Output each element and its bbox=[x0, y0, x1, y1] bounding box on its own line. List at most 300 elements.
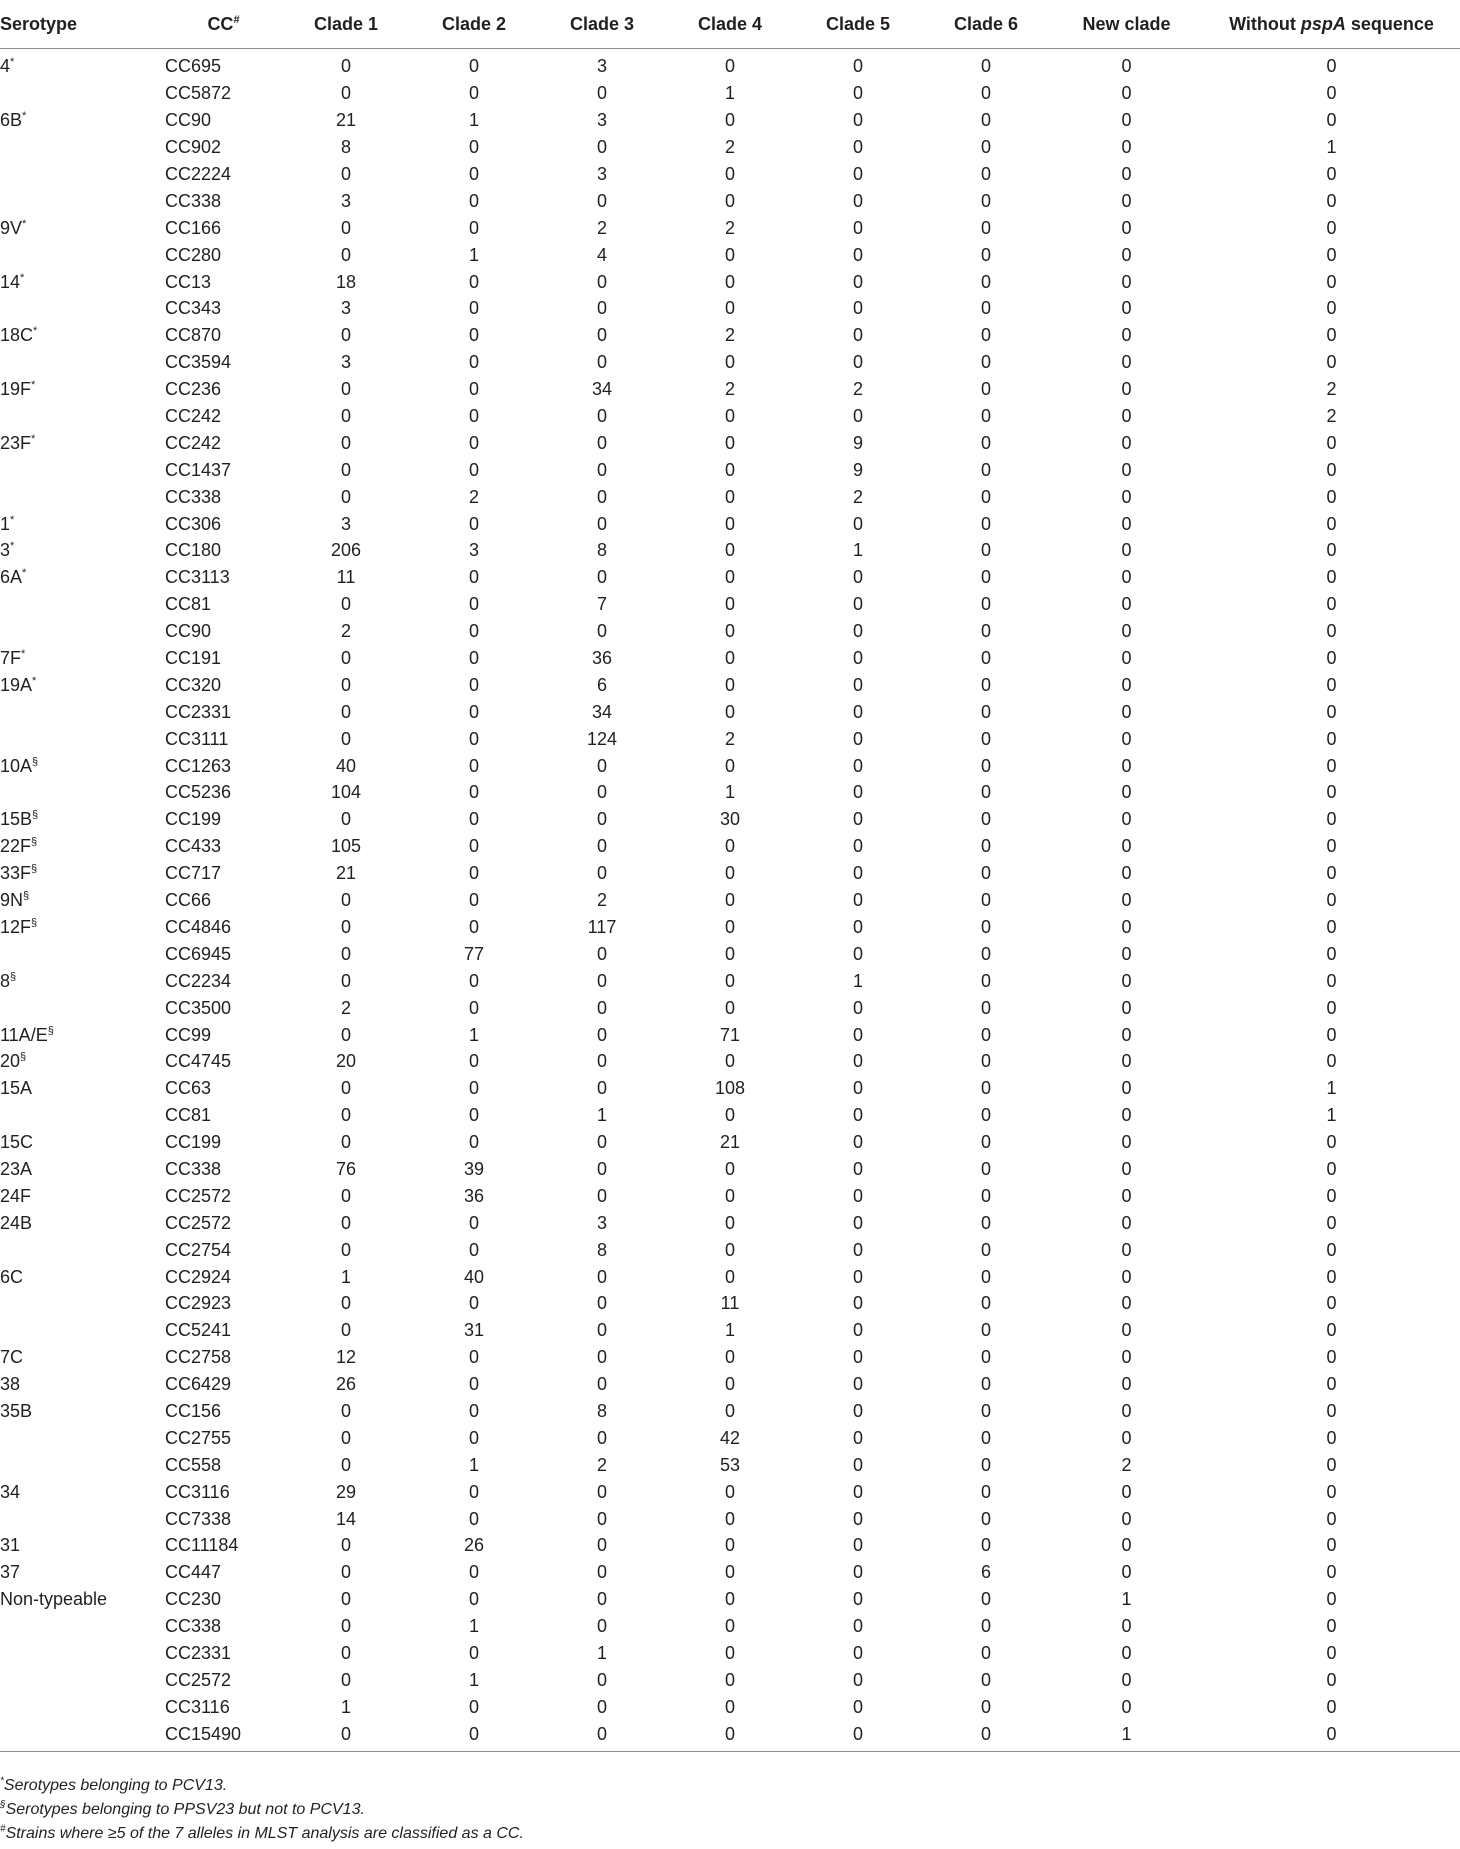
serotype-cell bbox=[0, 1532, 165, 1559]
value-cell: 0 bbox=[852, 1481, 863, 1502]
value-cell: 0 bbox=[1121, 1024, 1132, 1045]
table-row bbox=[0, 1129, 1460, 1156]
value-cell: 1 bbox=[1326, 137, 1337, 158]
value-cell: 0 bbox=[1121, 1266, 1132, 1287]
cc-cell: CC2923 bbox=[165, 1293, 232, 1314]
serotype-name: 11A/E bbox=[0, 1024, 48, 1045]
value-cell: 0 bbox=[340, 1024, 351, 1045]
value-cell: 0 bbox=[852, 943, 863, 964]
value-cell: 0 bbox=[1121, 782, 1132, 803]
value-cell: 0 bbox=[1121, 1078, 1132, 1099]
value-cell: 1 bbox=[468, 1616, 479, 1637]
serotype-name: 6C bbox=[0, 1266, 24, 1287]
value-cell: 0 bbox=[852, 1293, 863, 1314]
serotype-name: Non-typeable bbox=[0, 1589, 108, 1610]
table-row bbox=[0, 1398, 1460, 1425]
value-cell: 0 bbox=[724, 1481, 735, 1502]
value-cell: 0 bbox=[1121, 1400, 1132, 1421]
value-cell: 0 bbox=[1326, 1374, 1337, 1395]
value-cell: 0 bbox=[980, 540, 991, 561]
value-cell: 77 bbox=[463, 943, 485, 964]
value-cell: 0 bbox=[1121, 755, 1132, 776]
value-cell: 0 bbox=[724, 1212, 735, 1233]
serotype-cell bbox=[0, 887, 165, 914]
value-cell: 9 bbox=[852, 432, 863, 453]
value-cell: 2 bbox=[340, 997, 351, 1018]
value-cell: 0 bbox=[724, 1696, 735, 1717]
value-cell: 0 bbox=[852, 782, 863, 803]
cc-cell: CC90 bbox=[165, 621, 212, 642]
serotype-name: 22F bbox=[0, 836, 32, 857]
serotype-cell bbox=[0, 860, 165, 887]
serotype-name: 24F bbox=[0, 1185, 32, 1206]
value-cell: 0 bbox=[852, 137, 863, 158]
cc-cell: CC870 bbox=[165, 325, 222, 346]
serotype-cell bbox=[0, 698, 165, 725]
value-cell: 0 bbox=[852, 1266, 863, 1287]
value-cell: 0 bbox=[340, 459, 351, 480]
value-cell: 0 bbox=[1121, 1669, 1132, 1690]
value-cell: 0 bbox=[980, 648, 991, 669]
value-cell: 0 bbox=[1326, 432, 1337, 453]
cc-cell: CC2572 bbox=[165, 1185, 232, 1206]
serotype-mark: § bbox=[32, 755, 39, 768]
value-cell: 0 bbox=[1326, 648, 1337, 669]
value-cell: 0 bbox=[980, 1589, 991, 1610]
value-cell: 0 bbox=[724, 1642, 735, 1663]
value-cell: 0 bbox=[724, 1347, 735, 1368]
serotype-cell bbox=[0, 510, 165, 537]
table-row bbox=[0, 914, 1460, 941]
serotype-mark: § bbox=[32, 809, 39, 822]
value-cell: 0 bbox=[1121, 432, 1132, 453]
value-cell: 20 bbox=[335, 1051, 357, 1072]
value-cell: 6 bbox=[596, 674, 607, 695]
value-cell: 0 bbox=[468, 1132, 479, 1153]
serotype-cell bbox=[0, 618, 165, 645]
serotype-cell bbox=[0, 349, 165, 376]
value-cell: 0 bbox=[852, 863, 863, 884]
value-cell: 0 bbox=[724, 1051, 735, 1072]
serotype-name: 7F bbox=[0, 648, 22, 669]
value-cell: 0 bbox=[852, 728, 863, 749]
value-cell: 0 bbox=[340, 809, 351, 830]
value-cell: 0 bbox=[1121, 56, 1132, 77]
serotype-mark: * bbox=[31, 379, 36, 392]
value-cell: 0 bbox=[468, 1374, 479, 1395]
value-cell: 0 bbox=[596, 1185, 607, 1206]
value-cell: 0 bbox=[340, 1642, 351, 1663]
serotype-cell bbox=[0, 940, 165, 967]
serotype-cell bbox=[0, 1586, 165, 1613]
value-cell: 1 bbox=[468, 1024, 479, 1045]
value-cell: 0 bbox=[980, 916, 991, 937]
serotype-mark: § bbox=[31, 863, 38, 876]
serotype-mark: § bbox=[31, 836, 38, 849]
value-cell: 0 bbox=[1326, 1481, 1337, 1502]
value-cell: 0 bbox=[1326, 1347, 1337, 1368]
value-cell: 0 bbox=[1326, 1454, 1337, 1475]
value-cell: 108 bbox=[714, 1078, 746, 1099]
value-cell: 0 bbox=[1326, 621, 1337, 642]
table-row bbox=[0, 1666, 1460, 1693]
value-cell: 39 bbox=[463, 1158, 485, 1179]
value-cell: 0 bbox=[1326, 567, 1337, 588]
value-cell: 0 bbox=[596, 459, 607, 480]
value-cell: 31 bbox=[463, 1320, 485, 1341]
value-cell: 0 bbox=[1121, 1616, 1132, 1637]
value-cell: 0 bbox=[852, 1400, 863, 1421]
value-cell: 0 bbox=[1326, 970, 1337, 991]
value-cell: 3 bbox=[340, 352, 351, 373]
cc-cell: CC717 bbox=[165, 863, 222, 884]
value-cell: 0 bbox=[980, 432, 991, 453]
value-cell: 0 bbox=[596, 755, 607, 776]
value-cell: 0 bbox=[1326, 674, 1337, 695]
cc-cell: CC90 bbox=[165, 110, 212, 131]
value-cell: 6 bbox=[980, 1562, 991, 1583]
value-cell: 0 bbox=[596, 1024, 607, 1045]
value-cell: 42 bbox=[719, 1427, 741, 1448]
value-cell: 0 bbox=[980, 1024, 991, 1045]
value-cell: 0 bbox=[1326, 217, 1337, 238]
serotype-cell bbox=[0, 1344, 165, 1371]
table-row bbox=[0, 1236, 1460, 1263]
value-cell: 0 bbox=[1326, 1508, 1337, 1529]
cc-cell: CC5241 bbox=[165, 1320, 232, 1341]
header-cc-label: CC bbox=[207, 13, 234, 34]
table-row bbox=[0, 214, 1460, 241]
value-cell: 0 bbox=[468, 298, 479, 319]
value-cell: 0 bbox=[980, 728, 991, 749]
value-cell: 0 bbox=[340, 244, 351, 265]
value-cell: 0 bbox=[980, 1400, 991, 1421]
value-cell: 0 bbox=[596, 325, 607, 346]
value-cell: 0 bbox=[980, 1105, 991, 1126]
value-cell: 0 bbox=[980, 513, 991, 534]
value-cell: 0 bbox=[1121, 809, 1132, 830]
value-cell: 0 bbox=[1326, 836, 1337, 857]
table-row bbox=[0, 833, 1460, 860]
value-cell: 0 bbox=[1326, 83, 1337, 104]
value-cell: 0 bbox=[724, 943, 735, 964]
table-row bbox=[0, 1424, 1460, 1451]
value-cell: 1 bbox=[1050, 1720, 1203, 1751]
table-row bbox=[0, 671, 1460, 698]
table-row bbox=[0, 80, 1460, 107]
value-cell: 0 bbox=[980, 755, 991, 776]
value-cell: 0 bbox=[1121, 943, 1132, 964]
value-cell: 0 bbox=[340, 1454, 351, 1475]
value-cell: 0 bbox=[1121, 997, 1132, 1018]
value-cell: 0 bbox=[340, 486, 351, 507]
cc-cell: CC63 bbox=[165, 1078, 212, 1099]
value-cell: 0 bbox=[1121, 1132, 1132, 1153]
serotype-cell bbox=[0, 1075, 165, 1102]
value-cell: 0 bbox=[468, 916, 479, 937]
value-cell: 0 bbox=[724, 701, 735, 722]
header-clade-3: Clade 3 bbox=[538, 0, 666, 49]
serotype-name: 9V bbox=[0, 217, 23, 238]
value-cell: 0 bbox=[1326, 1400, 1337, 1421]
value-cell: 0 bbox=[468, 728, 479, 749]
value-cell: 0 bbox=[980, 406, 991, 427]
value-cell: 0 bbox=[852, 1212, 863, 1233]
table-row bbox=[0, 429, 1460, 456]
value-cell: 0 bbox=[596, 1696, 607, 1717]
serotype-cell bbox=[0, 1640, 165, 1667]
value-cell: 0 bbox=[468, 432, 479, 453]
value-cell: 0 bbox=[724, 190, 735, 211]
value-cell: 0 bbox=[1326, 190, 1337, 211]
value-cell: 0 bbox=[468, 648, 479, 669]
value-cell: 0 bbox=[724, 540, 735, 561]
cc-cell: CC242 bbox=[165, 432, 222, 453]
value-cell: 71 bbox=[719, 1024, 741, 1045]
table-row bbox=[0, 322, 1460, 349]
value-cell: 2 bbox=[724, 379, 735, 400]
value-cell: 0 bbox=[1121, 1642, 1132, 1663]
value-cell: 0 bbox=[468, 1481, 479, 1502]
value-cell: 0 bbox=[724, 1239, 735, 1260]
value-cell: 0 bbox=[596, 190, 607, 211]
value-cell: 0 bbox=[340, 56, 351, 77]
cc-cell: CC2924 bbox=[165, 1266, 232, 1287]
serotype-mark: * bbox=[22, 110, 27, 123]
value-cell: 0 bbox=[980, 1535, 991, 1556]
value-cell: 0 bbox=[596, 432, 607, 453]
value-cell: 0 bbox=[980, 1185, 991, 1206]
value-cell: 0 bbox=[468, 1400, 479, 1421]
value-cell: 0 bbox=[1326, 1212, 1337, 1233]
serotype-name: 10A bbox=[0, 755, 33, 776]
value-cell: 0 bbox=[980, 164, 991, 184]
serotype-name: 1 bbox=[0, 513, 11, 534]
value-cell: 0 bbox=[1121, 970, 1132, 991]
value-cell: 0 bbox=[724, 1589, 735, 1610]
cc-cell: CC433 bbox=[165, 836, 222, 857]
serotype-cell bbox=[0, 1182, 165, 1209]
value-cell: 18 bbox=[335, 271, 357, 292]
value-cell: 0 bbox=[1326, 1562, 1337, 1583]
value-cell: 0 bbox=[1121, 701, 1132, 722]
value-cell: 0 bbox=[980, 325, 991, 346]
value-cell: 0 bbox=[340, 728, 351, 749]
value-cell: 0 bbox=[340, 1185, 351, 1206]
value-cell: 2 bbox=[724, 137, 735, 158]
value-cell: 0 bbox=[980, 594, 991, 615]
value-cell: 0 bbox=[1326, 701, 1337, 722]
value-cell: 34 bbox=[591, 379, 613, 400]
table-row bbox=[0, 268, 1460, 295]
value-cell: 0 bbox=[852, 406, 863, 427]
value-cell: 0 bbox=[282, 1720, 410, 1751]
cc-cell: CC13 bbox=[165, 271, 212, 292]
value-cell: 0 bbox=[340, 1239, 351, 1260]
value-cell: 0 bbox=[1326, 1185, 1337, 1206]
value-cell: 0 bbox=[468, 1642, 479, 1663]
table-row bbox=[0, 1532, 1460, 1559]
cc-cell: CC343 bbox=[165, 298, 222, 319]
cc-cell: CC236 bbox=[165, 379, 222, 400]
value-cell: 0 bbox=[852, 56, 863, 77]
value-cell: 0 bbox=[1326, 594, 1337, 615]
table-row bbox=[0, 456, 1460, 483]
value-cell: 0 bbox=[724, 1535, 735, 1556]
serotype-cell bbox=[0, 1478, 165, 1505]
serotype-mark: * bbox=[31, 432, 36, 445]
value-cell: 0 bbox=[1121, 674, 1132, 695]
value-cell: 0 bbox=[596, 1132, 607, 1153]
value-cell: 0 bbox=[596, 406, 607, 427]
value-cell: 0 bbox=[340, 83, 351, 104]
value-cell: 0 bbox=[852, 1105, 863, 1126]
value-cell: 0 bbox=[340, 701, 351, 722]
value-cell: 0 bbox=[852, 1347, 863, 1368]
table-row bbox=[0, 1371, 1460, 1398]
value-cell: 0 bbox=[596, 1051, 607, 1072]
value-cell: 8 bbox=[596, 540, 607, 561]
value-cell: 0 bbox=[724, 567, 735, 588]
value-cell: 0 bbox=[980, 863, 991, 884]
value-cell: 0 bbox=[980, 621, 991, 642]
footnote-mark: * bbox=[0, 1775, 4, 1787]
value-cell: 1 bbox=[468, 1454, 479, 1475]
cc-cell: CC4745 bbox=[165, 1051, 232, 1072]
value-cell: 4 bbox=[596, 244, 607, 265]
value-cell: 0 bbox=[468, 701, 479, 722]
value-cell: 1 bbox=[724, 83, 735, 104]
value-cell: 0 bbox=[596, 943, 607, 964]
header-cc-mark: # bbox=[233, 13, 240, 26]
cc-cell: CC156 bbox=[165, 1400, 222, 1421]
value-cell: 2 bbox=[468, 486, 479, 507]
value-cell: 0 bbox=[852, 594, 863, 615]
value-cell: 0 bbox=[1121, 1562, 1132, 1583]
value-cell: 0 bbox=[1326, 1132, 1337, 1153]
table-row bbox=[0, 134, 1460, 161]
value-cell: 0 bbox=[724, 890, 735, 911]
value-cell: 0 bbox=[1121, 217, 1132, 238]
cc-cell: CC81 bbox=[165, 594, 212, 615]
value-cell: 2 bbox=[852, 486, 863, 507]
serotype-cell bbox=[0, 1048, 165, 1075]
value-cell: 0 bbox=[1121, 916, 1132, 937]
table-row bbox=[0, 1505, 1460, 1532]
value-cell: 0 bbox=[340, 1562, 351, 1583]
value-cell: 0 bbox=[852, 1696, 863, 1717]
value-cell: 0 bbox=[1121, 406, 1132, 427]
value-cell: 0 bbox=[852, 1616, 863, 1637]
cc-cell: CC199 bbox=[165, 1132, 222, 1153]
cc-cell: CC2572 bbox=[165, 1669, 232, 1690]
value-cell: 0 bbox=[340, 1669, 351, 1690]
value-cell: 0 bbox=[1326, 1642, 1337, 1663]
value-cell: 0 bbox=[1326, 916, 1337, 937]
value-cell: 0 bbox=[980, 190, 991, 211]
cc-cell: CC242 bbox=[165, 406, 222, 427]
value-cell: 0 bbox=[1121, 1158, 1132, 1179]
table-row bbox=[0, 1613, 1460, 1640]
value-cell: 0 bbox=[340, 325, 351, 346]
value-cell: 0 bbox=[852, 1239, 863, 1260]
value-cell: 0 bbox=[1326, 486, 1337, 507]
value-cell: 0 bbox=[468, 1508, 479, 1529]
value-cell: 0 bbox=[468, 352, 479, 373]
serotype-cell bbox=[0, 1720, 165, 1751]
value-cell: 1 bbox=[596, 1105, 607, 1126]
value-cell: 0 bbox=[468, 674, 479, 695]
value-cell: 0 bbox=[340, 943, 351, 964]
value-cell: 0 bbox=[1326, 728, 1337, 749]
table-row bbox=[0, 107, 1460, 134]
serotype-cell bbox=[0, 1129, 165, 1156]
value-cell: 0 bbox=[852, 1589, 863, 1610]
cc-cell: CC3116 bbox=[165, 1481, 230, 1502]
value-cell: 0 bbox=[340, 1616, 351, 1637]
value-cell: 0 bbox=[1121, 1293, 1132, 1314]
value-cell: 0 bbox=[1121, 1481, 1132, 1502]
value-cell: 0 bbox=[980, 137, 991, 158]
value-cell: 0 bbox=[724, 1562, 735, 1583]
value-cell: 0 bbox=[596, 1293, 607, 1314]
footnotes bbox=[0, 1774, 1460, 1846]
value-cell: 0 bbox=[340, 674, 351, 695]
value-cell: 0 bbox=[468, 56, 479, 77]
value-cell: 0 bbox=[724, 1266, 735, 1287]
value-cell: 0 bbox=[980, 56, 991, 77]
value-cell: 0 bbox=[980, 1158, 991, 1179]
cc-cell: CC3113 bbox=[165, 567, 230, 588]
value-cell: 0 bbox=[724, 648, 735, 669]
value-cell: 0 bbox=[1326, 782, 1337, 803]
value-cell: 0 bbox=[852, 1158, 863, 1179]
value-cell: 124 bbox=[586, 728, 618, 749]
value-cell: 0 bbox=[596, 1158, 607, 1179]
serotype-name: 3 bbox=[0, 540, 11, 561]
value-cell: 0 bbox=[852, 997, 863, 1018]
value-cell: 30 bbox=[719, 809, 741, 830]
cc-cell: CC3500 bbox=[165, 997, 232, 1018]
value-cell: 0 bbox=[1121, 271, 1132, 292]
table-row bbox=[0, 860, 1460, 887]
value-cell: 0 bbox=[596, 863, 607, 884]
header-new-clade: New clade bbox=[1050, 0, 1203, 49]
footnote-text: Serotypes belonging to PPSV23 but not to PCV13. bbox=[5, 1801, 365, 1818]
serotype-cell bbox=[0, 537, 165, 564]
table-row bbox=[0, 1559, 1460, 1586]
value-cell: 0 bbox=[468, 190, 479, 211]
serotype-cell bbox=[0, 806, 165, 833]
cc-cell: CC2754 bbox=[165, 1239, 232, 1260]
table-row bbox=[0, 564, 1460, 591]
cc-cell: CC166 bbox=[165, 217, 222, 238]
value-cell: 1 bbox=[340, 1696, 351, 1717]
cc-cell: CC5872 bbox=[165, 83, 232, 104]
value-cell: 0 bbox=[852, 352, 863, 373]
cc-cell: CC2234 bbox=[165, 970, 232, 991]
serotype-cell bbox=[0, 967, 165, 994]
value-cell: 0 bbox=[980, 701, 991, 722]
value-cell: 0 bbox=[340, 1427, 351, 1448]
value-cell: 1 bbox=[1121, 1589, 1132, 1610]
value-cell: 0 bbox=[852, 1508, 863, 1529]
value-cell: 0 bbox=[1326, 540, 1337, 561]
serotype-mark: * bbox=[22, 217, 27, 230]
value-cell: 0 bbox=[666, 1720, 794, 1751]
value-cell: 3 bbox=[596, 56, 607, 77]
cc-cell: CC2331 bbox=[165, 1642, 232, 1663]
